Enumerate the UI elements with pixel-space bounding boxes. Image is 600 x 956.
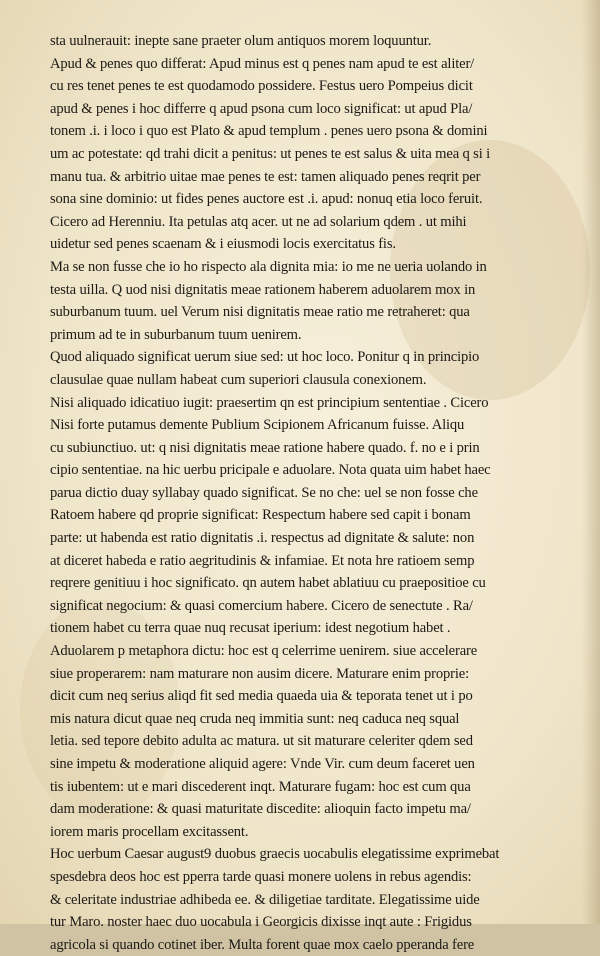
text-line: Nisi forte putamus demente Publium Scipionem Africanum fuisse. Aliqu (50, 417, 465, 434)
page-edge-shadow (582, 0, 600, 924)
text-line: sta uulnerauit: inepte sane praeter olum antiquos morem loquuntur. (50, 33, 432, 49)
text-line: letia. sed tepore debito adulta ac matura. ut sit maturare celeriter qdem sed (50, 733, 473, 750)
text-line: Ratoem habere qd proprie significat: Respectum habere sed capit i bonam (50, 507, 471, 524)
text-line: reqrere genitiuu i hoc significato. qn autem habet ablatiuu cu praepositioe cu (50, 575, 486, 592)
text-line: testa uilla. Q uod nisi dignitatis meae rationem haberem aduolarem mox in (50, 281, 476, 298)
text-line: spesdebra deos hoc est pperra tarde quasi monere uolens in rebus agendis: (50, 868, 472, 885)
text-line: Nisi aliquado idicatiuo iugit: praesertim qn est principium sententiae . Cicero (50, 394, 489, 411)
text-line: Apud & penes quo differat: Apud minus est q penes nam apud te est aliter/ (50, 55, 475, 72)
text-line: tionem habet cu terra quae nuq recusat iperium: idest negotium habet . (50, 620, 451, 637)
text-line: um ac potestate: qd trahi dicit a penitus: ut penes te est salus & uita mea q si i (50, 145, 490, 162)
text-line: sona sine dominio: ut fides penes auctore est .i. apud: nonuq etia loco feruit. (50, 191, 483, 208)
text-line: tis iubentem: ut e mari discederent inqt. Maturare fugam: hoc est cum qua (50, 778, 471, 795)
text-line: & celeritate industriae adhibeda ee. & diligetiae tarditate. Elegatissime uide (50, 891, 480, 908)
text-line: Ma se non fusse che io ho rispecto ala dignita mia: io me ne ueria uolando in (50, 258, 487, 275)
text-line: cu res tenet penes te est quodamodo possidere. Festus uero Pompeius dicit (50, 78, 473, 95)
text-line: clausulae quae nullam habeat cum superiori clausula conexionem. (50, 371, 427, 388)
text-line: sine impetu & moderatione aliquid agere: Vnde Vir. cum deum faceret uen (50, 756, 475, 772)
text-line: suburbanum tuum. uel Verum nisi dignitatis meae ratio me retraheret: qua (50, 304, 470, 321)
printed-text-block (50, 30, 580, 956)
text-line: iorem maris procellam excitassent. (50, 823, 249, 840)
text-line: tonem .i. i loco i quo est Plato & apud templum . penes uero psona & domini (50, 123, 488, 140)
text-line: manu tua. & arbitrio uitae mae penes te est: tamen aliquado penes reqrit per (50, 168, 481, 185)
text-line: parte: ut habenda est ratio dignitatis .i. respectus ad dignitate & salute: non (50, 530, 475, 547)
text-line: Aduolarem p metaphora dictu: hoc est q celerrime uenirem. siue accelerare (50, 643, 478, 660)
text-line: mis natura dicut quae neq cruda neq immitia sunt: neq caduca neq squal (50, 710, 460, 727)
text-line: significat negocium: & quasi comercium habere. Cicero de senectute . Ra/ (50, 597, 473, 614)
text-line: uidetur sed penes scaenam & i eiusmodi locis exercitatus fis. (50, 236, 396, 253)
text-line: at diceret habeda e ratio aegritudinis & infamiae. Et nota hre ratioem semp (50, 552, 475, 569)
text-line: dicit cum neq serius aliqd fit sed media quaeda uia & teporata tenet ut i po (50, 688, 473, 705)
text-line: apud & penes i hoc differre q apud psona cum loco significat: ut apud Pla/ (50, 100, 473, 117)
text-line: tur Maro. noster haec duo uocabula i Georgicis dixisse inqt aute : Frigidus (50, 914, 472, 931)
text-line: Cicero ad Herenniu. Ita petulas atq acer. ut ne ad solarium qdem . ut mihi (50, 213, 467, 230)
text-line: siue properarem: nam maturare non ausim dicere. Maturare enim proprie: (50, 665, 470, 682)
text-line: cipio sententiae. na hic uerbu pricipale e aduolare. Nota quata uim habet haec (50, 462, 491, 479)
text-line: dam moderatione: & quasi maturitate discedite: alioquin facto impetu ma/ (50, 801, 471, 818)
text-line: primum ad te in suburbanum tuum uenirem. (50, 326, 302, 343)
text-line: Quod aliquado significat uerum siue sed: ut hoc loco. Ponitur q in principio (50, 349, 480, 366)
text-line: parua dictio duay syllabay quado significat. Se no che: uel se non fosse che (50, 484, 478, 501)
text-line: cu subiunctiuo. ut: q nisi dignitatis meae ratione habere quado. f. no e i prin (50, 439, 480, 456)
text-line: agricola si quando cotinet iber. Multa forent quae mox caelo pperanda fere (50, 936, 475, 953)
text-line: Hoc uerbum Caesar august9 duobus graecis uocabulis elegatissime exprimebat (50, 846, 500, 863)
